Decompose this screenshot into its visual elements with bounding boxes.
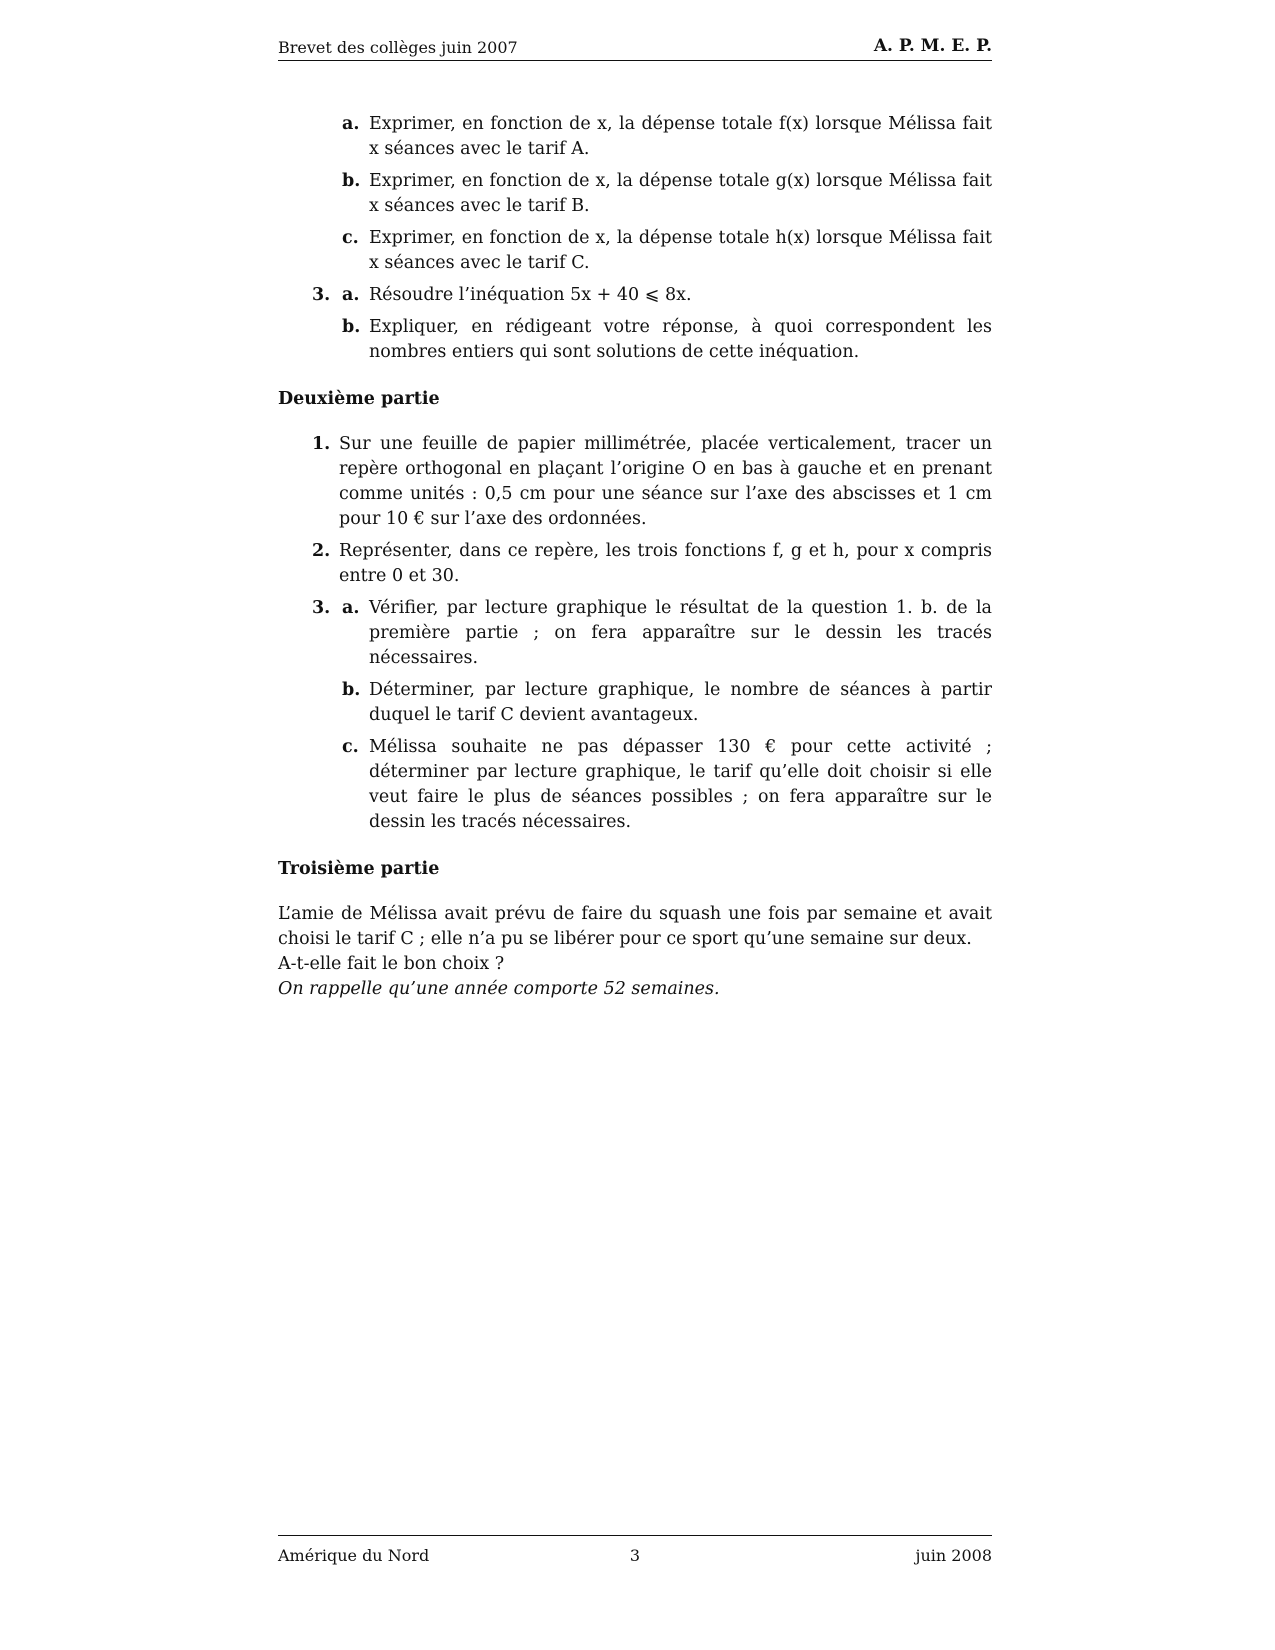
item-label: b. xyxy=(342,171,361,191)
section-title-part2: Deuxième partie xyxy=(278,389,440,409)
question-3b xyxy=(278,315,992,365)
item-number: 3. xyxy=(312,285,331,305)
part3-line-2: A-t-elle fait le bon choix ? xyxy=(278,954,505,974)
item-label: b. xyxy=(342,317,361,337)
item-text: Exprimer, en fonction de x, la dépense totale f(x) lorsque Mélissa fait x séances avec le tarif A. xyxy=(369,114,992,159)
item-number: 1. xyxy=(312,434,331,454)
item-text: Exprimer, en fonction de x, la dépense totale h(x) lorsque Mélissa fait x séances avec le tarif C. xyxy=(369,228,992,273)
item-text: Mélissa souhaite ne pas dépasser 130 € pour cette activité ; déterminer par lecture graphique, le tarif qu’elle doit choisir si elle veut faire le plus de séances possibles ; on fera apparaître sur le dessin les tracés nécessaires. xyxy=(369,737,992,832)
item-label: a. xyxy=(342,598,360,618)
item-label: c. xyxy=(342,737,359,757)
item-label: c. xyxy=(342,228,359,248)
page-number: 3 xyxy=(629,1546,641,1565)
header-left: Brevet des collèges juin 2007 xyxy=(278,38,518,57)
question-2b xyxy=(278,169,992,219)
question-2a xyxy=(278,112,992,162)
item-number: 2. xyxy=(312,541,331,561)
item-label: b. xyxy=(342,680,361,700)
question-2c xyxy=(278,226,992,276)
header-right: A. P. M. E. P. xyxy=(873,36,992,56)
item-text: Déterminer, par lecture graphique, le nombre de séances à partir duquel le tarif C devient avantageux. xyxy=(369,680,992,725)
footer-right: juin 2008 xyxy=(915,1546,992,1565)
part3-line-3: On rappelle qu’une année comporte 52 semaines. xyxy=(278,979,720,999)
item-text: Sur une feuille de papier millimétrée, placée verticalement, tracer un repère orthogonal en plaçant l’origine O en bas à gauche et en prenant comme unités : 0,5 cm pour une séance sur l’axe des abscisses et 1 cm pour 10 € sur l’axe des ordonnées. xyxy=(339,434,992,529)
document-page xyxy=(278,0,992,1650)
item-label: a. xyxy=(342,285,360,305)
part2-question-2 xyxy=(278,539,992,589)
page-content xyxy=(278,112,992,1002)
question-3a xyxy=(278,283,992,308)
item-text: Représenter, dans ce repère, les trois fonctions f, g et h, pour x compris entre 0 et 30. xyxy=(339,541,992,586)
item-text: Vérifier, par lecture graphique le résultat de la question 1. b. de la première partie ; on fera apparaître sur le dessin les tracés nécessaires. xyxy=(369,598,992,668)
item-text: Exprimer, en fonction de x, la dépense totale g(x) lorsque Mélissa fait x séances avec le tarif B. xyxy=(369,171,992,216)
item-text: Expliquer, en rédigeant votre réponse, à quoi correspondent les nombres entiers qui sont solutions de cette inéquation. xyxy=(369,317,992,362)
part3-paragraph xyxy=(278,902,992,1002)
item-number: 3. xyxy=(312,598,331,618)
part2-question-3c xyxy=(278,735,992,835)
page-header xyxy=(278,36,992,61)
page-footer xyxy=(278,1535,992,1576)
section-title-part3: Troisième partie xyxy=(278,859,440,879)
part2-question-3b xyxy=(278,678,992,728)
footer-left: Amérique du Nord xyxy=(278,1546,430,1565)
part2-question-1 xyxy=(278,432,992,532)
item-text: Résoudre l’inéquation 5x + 40 ⩽ 8x. xyxy=(369,285,692,305)
item-label: a. xyxy=(342,114,360,134)
part3-line-1: L’amie de Mélissa avait prévu de faire du squash une fois par semaine et avait choisi le tarif C ; elle n’a pu se libérer pour ce sport qu’une semaine sur deux. xyxy=(278,904,992,949)
part2-question-3a xyxy=(278,596,992,671)
